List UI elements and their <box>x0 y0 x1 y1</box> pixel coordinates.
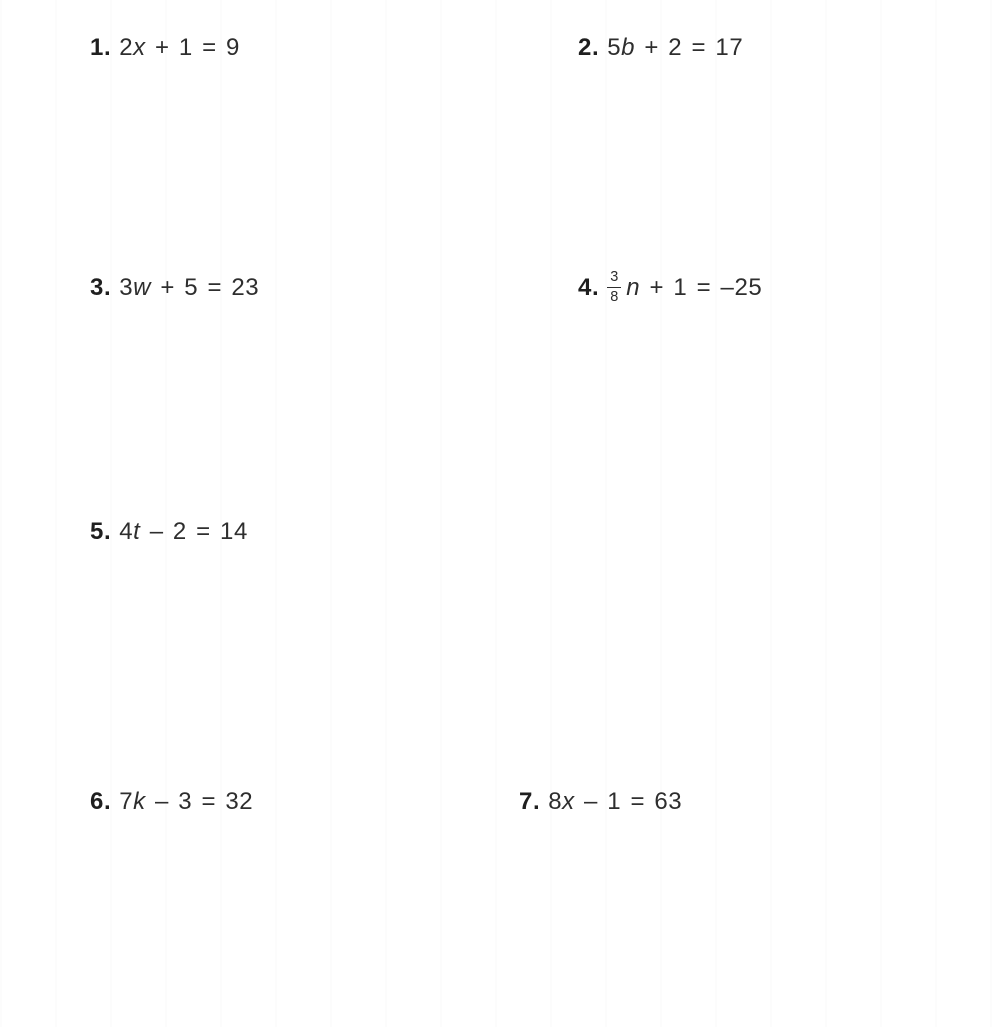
problem-1 <box>90 33 240 63</box>
problem-number: 2. <box>578 34 600 61</box>
problem-4 <box>578 257 762 319</box>
coefficient: 5 <box>607 34 622 61</box>
problem-number: 4. <box>578 274 600 301</box>
problem-2 <box>578 33 743 63</box>
problem-6 <box>90 787 253 817</box>
equation <box>607 34 743 62</box>
equation <box>607 270 762 306</box>
fraction-numerator: 3 <box>607 269 621 288</box>
variable: t <box>133 518 141 545</box>
equation <box>119 34 240 62</box>
coefficient: 4 <box>119 518 134 545</box>
variable: k <box>133 788 146 815</box>
fraction-denominator: 8 <box>610 288 619 305</box>
equation <box>119 788 253 816</box>
variable: x <box>562 788 575 815</box>
equation-rest: + 2 = 17 <box>635 34 744 61</box>
problem-7 <box>519 787 682 817</box>
equation-rest: + 1 = –25 <box>640 274 763 301</box>
coefficient: 2 <box>119 34 134 61</box>
problem-number: 5. <box>90 518 112 545</box>
coefficient: 8 <box>548 788 563 815</box>
equation-rest: – 3 = 32 <box>145 788 254 815</box>
problem-number: 6. <box>90 788 112 815</box>
problem-number: 3. <box>90 274 112 301</box>
variable: n <box>626 274 641 301</box>
variable: w <box>133 274 152 301</box>
equation <box>119 274 259 302</box>
variable: x <box>133 34 146 61</box>
fraction <box>607 269 621 305</box>
equation-rest: – 2 = 14 <box>140 518 248 545</box>
equation <box>548 788 682 816</box>
equation <box>119 518 248 546</box>
coefficient: 3 <box>119 274 134 301</box>
problem-5 <box>90 517 248 547</box>
problem-number: 1. <box>90 34 112 61</box>
variable: b <box>621 34 636 61</box>
equation-rest: – 1 = 63 <box>574 788 683 815</box>
coefficient: 7 <box>119 788 134 815</box>
equation-rest: + 1 = 9 <box>145 34 240 61</box>
problem-number: 7. <box>519 788 541 815</box>
problem-3 <box>90 273 259 303</box>
equation-rest: + 5 = 23 <box>151 274 260 301</box>
